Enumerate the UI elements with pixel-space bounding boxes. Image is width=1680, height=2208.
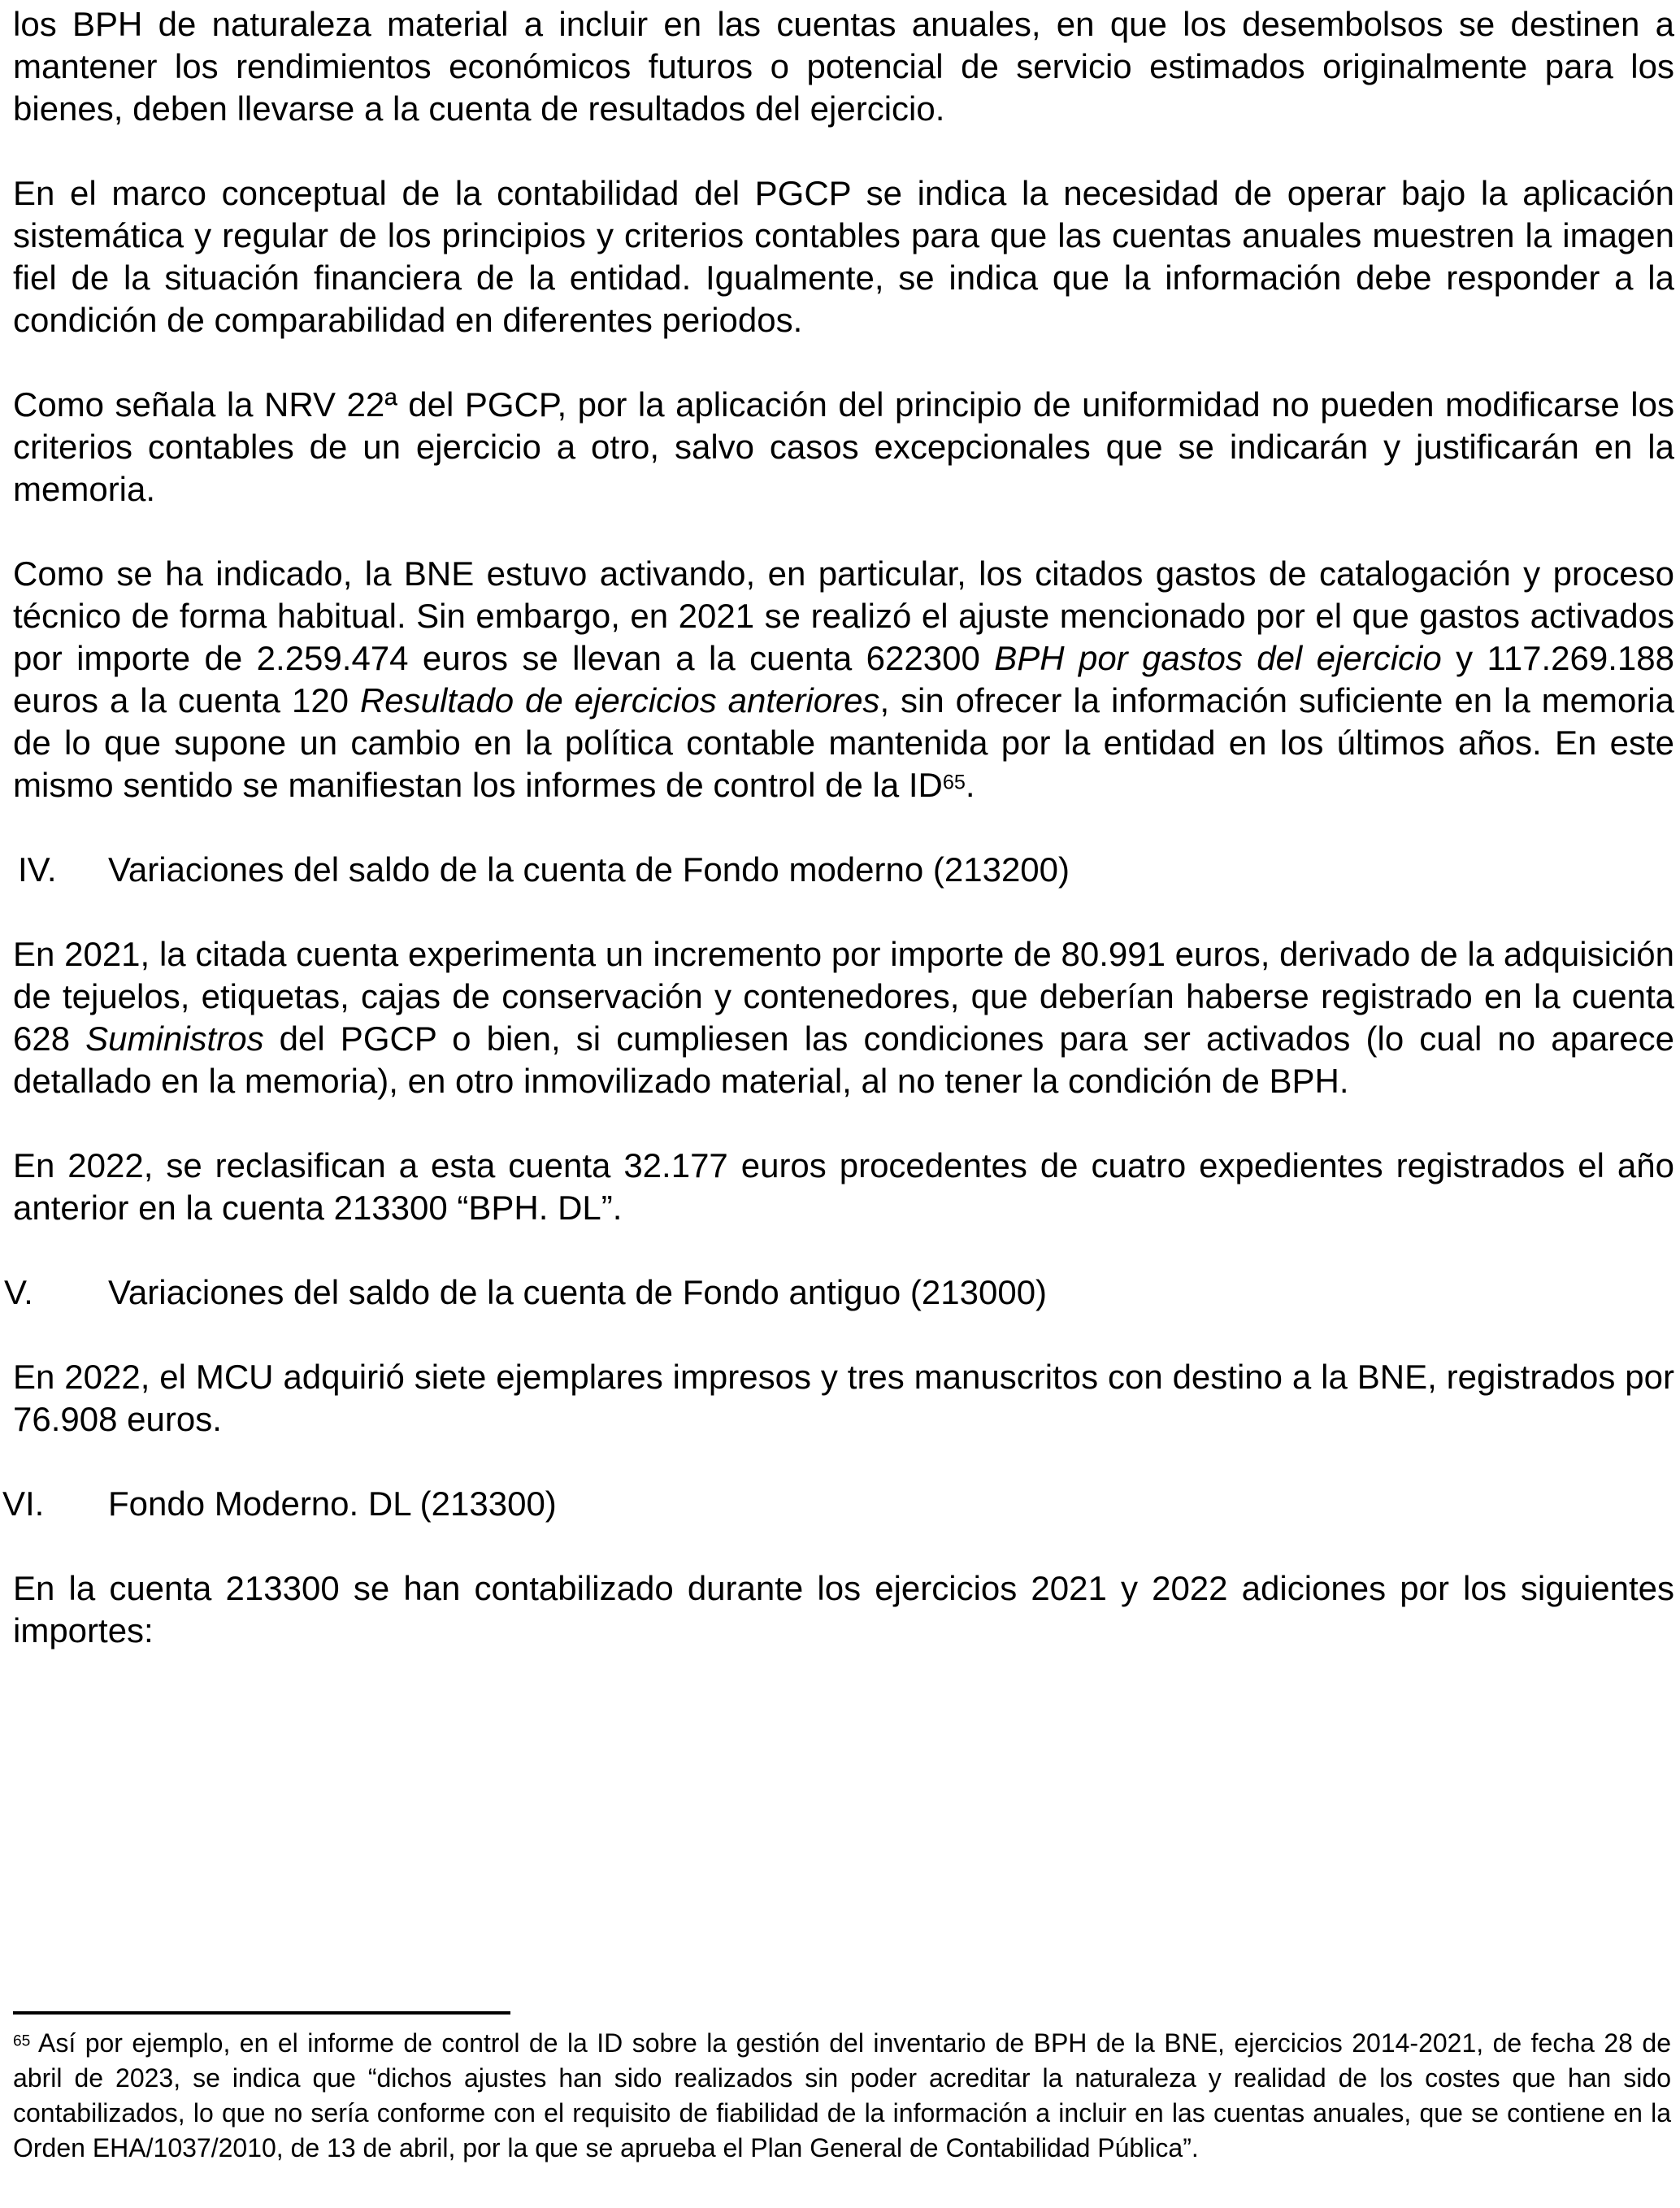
text-run: y 117.269.188 euros a la cuenta 120 [13, 639, 1674, 719]
section-heading-v [4, 1271, 1674, 1314]
section-title-iv: Variaciones del saldo de la cuenta de Fondo moderno (213200) [108, 850, 1070, 889]
text-run: Como se ha indicado, la BNE estuvo activando, en particular, los citados gastos de catalogación y proceso técnico de forma habitual. Sin embargo, en 2021 se realizó el ajuste mencionado por el que gastos activados por importe de 2.259.474 euros se llevan a la cuenta 622300 [13, 554, 1674, 677]
text-run: Resultado de ejercicios anteriores [359, 681, 880, 719]
paragraph-bne-ajuste-2021 [13, 553, 1674, 806]
footnote-65 [13, 2026, 1671, 2166]
text-run: En 2021, la citada cuenta experimenta un incremento por importe de 80.991 euros, derivado de la adquisición de tejuelos, etiquetas, cajas de conservación y contenedores, que deberían haberse registrado en la cuenta 628 [13, 935, 1674, 1058]
text-run: En la cuenta 213300 se han contabilizado durante los ejercicios 2021 y 2022 adiciones por los siguientes importes: [13, 1569, 1674, 1649]
text-run: En el marco conceptual de la contabilidad del PGCP se indica la necesidad de operar bajo la aplicación sistemática y regular de los principios y criterios contables para que las cuentas anuales muestren la imagen fiel de la situación financiera de la entidad. Igualmente, se indica que la información debe responder a la condición de comparabilidad en diferentes periodos. [13, 174, 1674, 339]
paragraph-marco-conceptual-pgcp [13, 172, 1674, 341]
text-run: 65 [942, 771, 966, 794]
paragraph-mcu-adquisicion [13, 1356, 1674, 1441]
text-run: 65 [13, 2032, 31, 2050]
section-number-v: V. [4, 1273, 33, 1311]
section-number-iv: IV. [18, 850, 57, 889]
text-run: del PGCP o bien, si cumpliesen las condiciones para ser activados (lo cual no aparece detallado en la memoria), en otro inmovilizado material, al no tener la condición de BPH. [13, 1019, 1674, 1100]
section-title-vi: Fondo Moderno. DL (213300) [108, 1484, 557, 1523]
paragraph-fondo-moderno-incremento [13, 933, 1674, 1102]
text-run: Suministros [85, 1019, 264, 1058]
text-run: BPH por gastos del ejercicio [994, 639, 1442, 677]
paragraph-reclasificacion-2022 [13, 1145, 1674, 1229]
section-heading-iv [13, 849, 1674, 891]
section-heading-vi [2, 1483, 1674, 1525]
section-title-v: Variaciones del saldo de la cuenta de Fondo antiguo (213000) [108, 1273, 1048, 1311]
text-run: . [965, 766, 975, 804]
footnote-area [13, 2011, 1671, 2166]
text-run: , sin ofrecer la información suficiente en la memoria de lo que supone un cambio en la política contable mantenida por la entidad en los últimos años. En este mismo sentido se manifiestan los informes de control de la ID [13, 681, 1674, 804]
section-number-vi: VI. [2, 1484, 45, 1523]
footnote-separator-line [13, 2011, 510, 2015]
document-page-text [2, 3, 1674, 1694]
text-run: los BPH de naturaleza material a incluir en las cuentas anuales, en que los desembolsos se destinen a mantener los rendimientos económicos futuros o potencial de servicio estimados originalmente para los bienes, deben llevarse a la cuenta de resultados del ejercicio. [13, 5, 1674, 128]
paragraph-bph-cuenta-resultados [13, 3, 1674, 130]
paragraph-nrv-22-uniformidad [13, 384, 1674, 511]
text-run: Como señala la NRV 22ª del PGCP, por la aplicación del principio de uniformidad no pueden modificarse los criterios contables de un ejercicio a otro, salvo casos excepcionales que se indicarán y justificarán en la memoria. [13, 385, 1674, 508]
text-run: Así por ejemplo, en el informe de control de la ID sobre la gestión del inventario de BPH de la BNE, ejercicios 2014-2021, de fecha 28 de abril de 2023, se indica que “dichos ajustes han sido realizados sin poder acreditar la naturaleza y realidad de los costes que han sido contabilizados, lo que no sería conforme con el requisito de fiabilidad de la información a incluir en las cuentas anuales, que se contiene en la Orden EHA/1037/2010, de 13 de abril, por la que se aprueba el Plan General de Contabilidad Pública”. [13, 2028, 1671, 2162]
text-run: En 2022, se reclasifican a esta cuenta 32.177 euros procedentes de cuatro expedientes registrados el año anterior en la cuenta 213300 “BPH. DL”. [13, 1146, 1674, 1227]
text-run: En 2022, el MCU adquirió siete ejemplares impresos y tres manuscritos con destino a la BNE, registrados por 76.908 euros. [13, 1358, 1674, 1438]
paragraph-cuenta-213300-adiciones [13, 1567, 1674, 1652]
